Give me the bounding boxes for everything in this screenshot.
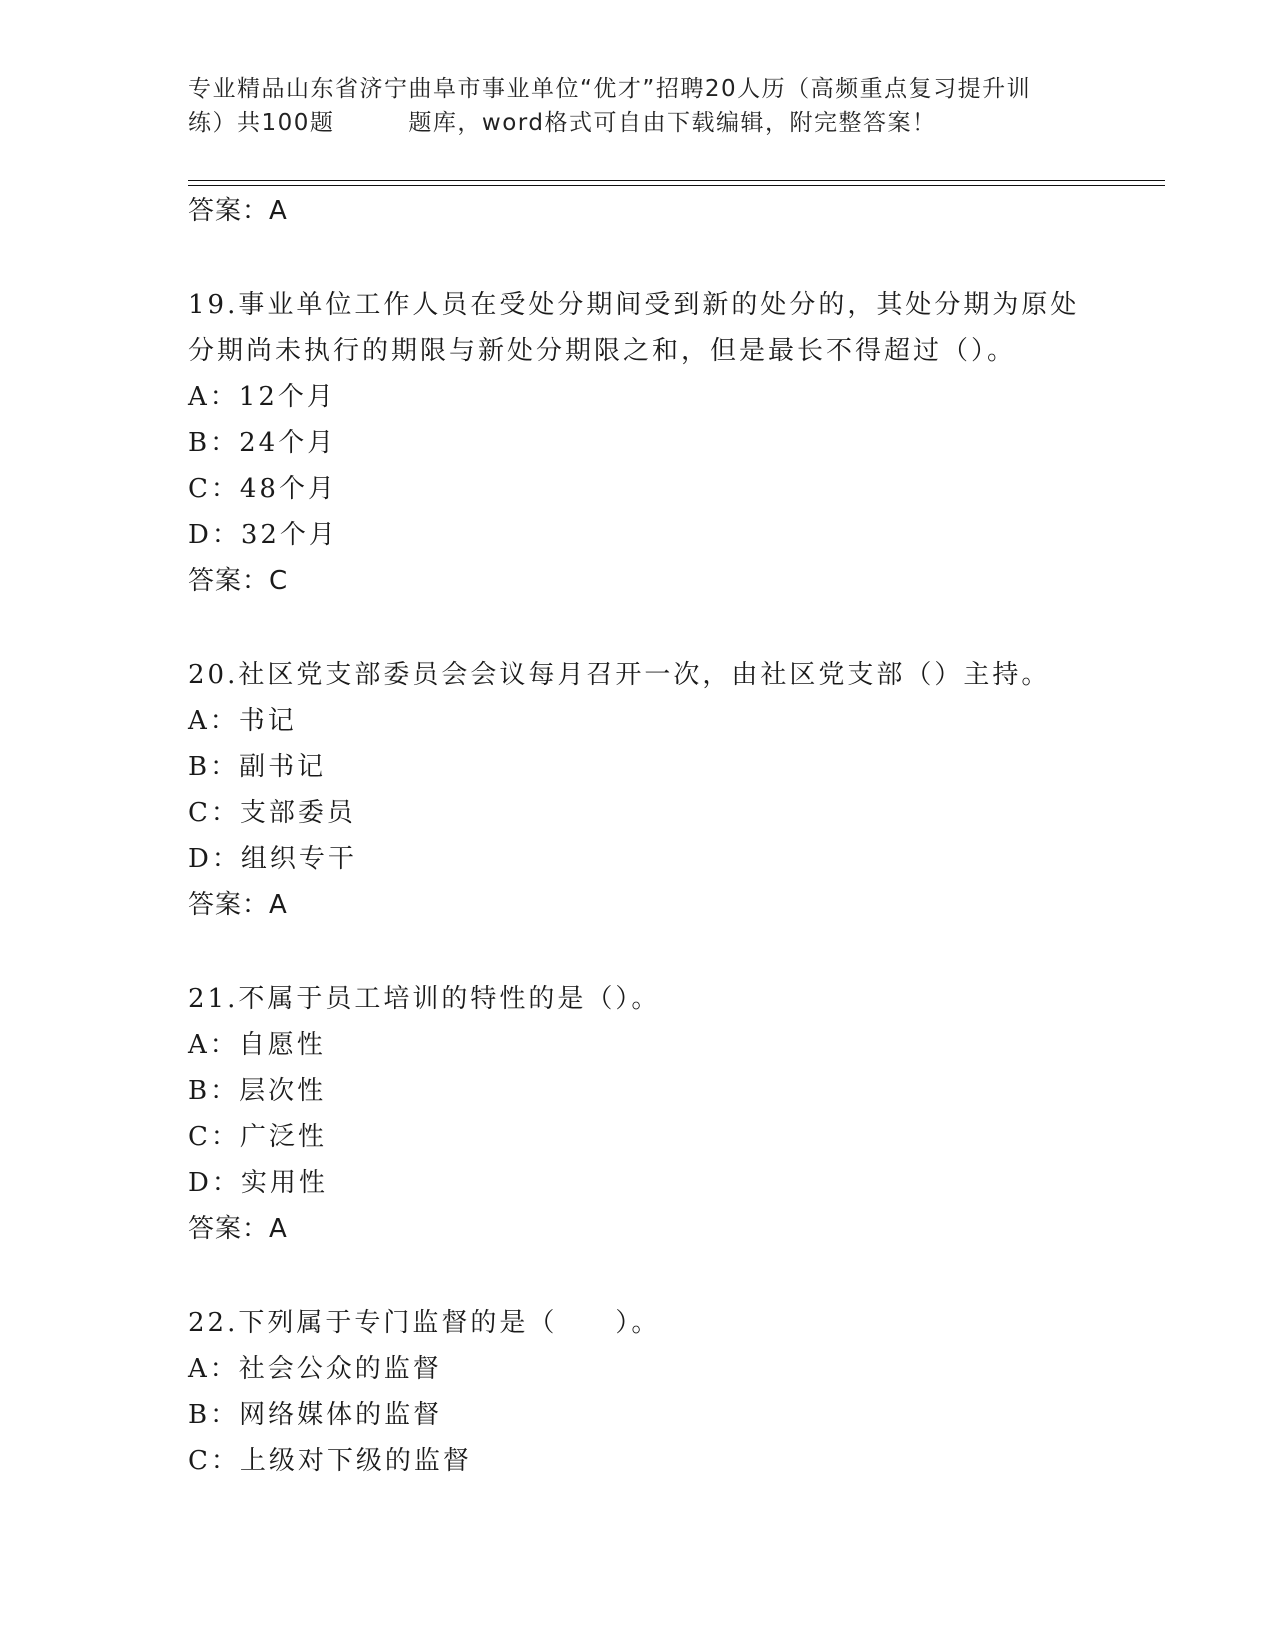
option-c: C：支部委员 — [188, 798, 356, 828]
option-c: C：上级对下级的监督 — [188, 1446, 472, 1476]
question-19 — [188, 282, 1088, 604]
option-a: A：书记 — [188, 706, 297, 736]
option-b: B：副书记 — [188, 752, 327, 782]
question-stem: 19.事业单位工作人员在受处分期间受到新的处分的，其处分期为原处 — [188, 290, 1080, 320]
header-divider-bottom — [188, 185, 1165, 186]
option-a: A：12个月 — [188, 382, 336, 412]
question-22 — [188, 1300, 1088, 1484]
option-b: B：网络媒体的监督 — [188, 1400, 443, 1430]
question-21 — [188, 976, 1088, 1252]
option-c: C：48个月 — [188, 474, 337, 504]
question-stem: 22.下列属于专门监督的是（ ）。 — [188, 1308, 661, 1338]
question-stem: 21.不属于员工培训的特性的是（）。 — [188, 984, 661, 1014]
option-d: D：组织专干 — [188, 844, 357, 874]
question-stem: 20.社区党支部委员会会议每月召开一次，由社区党支部（）主持。 — [188, 660, 1051, 690]
answer: 答案：A — [188, 890, 288, 920]
question-list — [188, 188, 1088, 1484]
option-c: C：广泛性 — [188, 1122, 327, 1152]
answer: 答案：C — [188, 566, 289, 596]
header-line-2-part-2: 题库，word格式可自由下载编辑，附完整答案！ — [408, 110, 937, 136]
option-d: D：实用性 — [188, 1168, 328, 1198]
answer: 答案：A — [188, 1214, 288, 1244]
option-d: D：32个月 — [188, 520, 338, 550]
header-divider-top — [188, 180, 1165, 181]
option-a: A：社会公众的监督 — [188, 1354, 442, 1384]
question-stem-continued: 分期尚未执行的期限与新处分期限之和，但是最长不得超过（）。 — [188, 336, 1017, 366]
header-line-1: 专业精品山东省济宁曲阜市事业单位“优才”招聘20人历（高频重点复习提升训 — [188, 76, 1032, 102]
header-line-2-part-1: 练）共100题 — [188, 110, 335, 136]
answer-previous: 答案：A — [188, 196, 288, 226]
header-line-2 — [188, 106, 1088, 140]
document-header — [188, 72, 1088, 140]
option-a: A：自愿性 — [188, 1030, 326, 1060]
option-b: B：层次性 — [188, 1076, 327, 1106]
option-b: B：24个月 — [188, 428, 337, 458]
question-20 — [188, 652, 1088, 928]
